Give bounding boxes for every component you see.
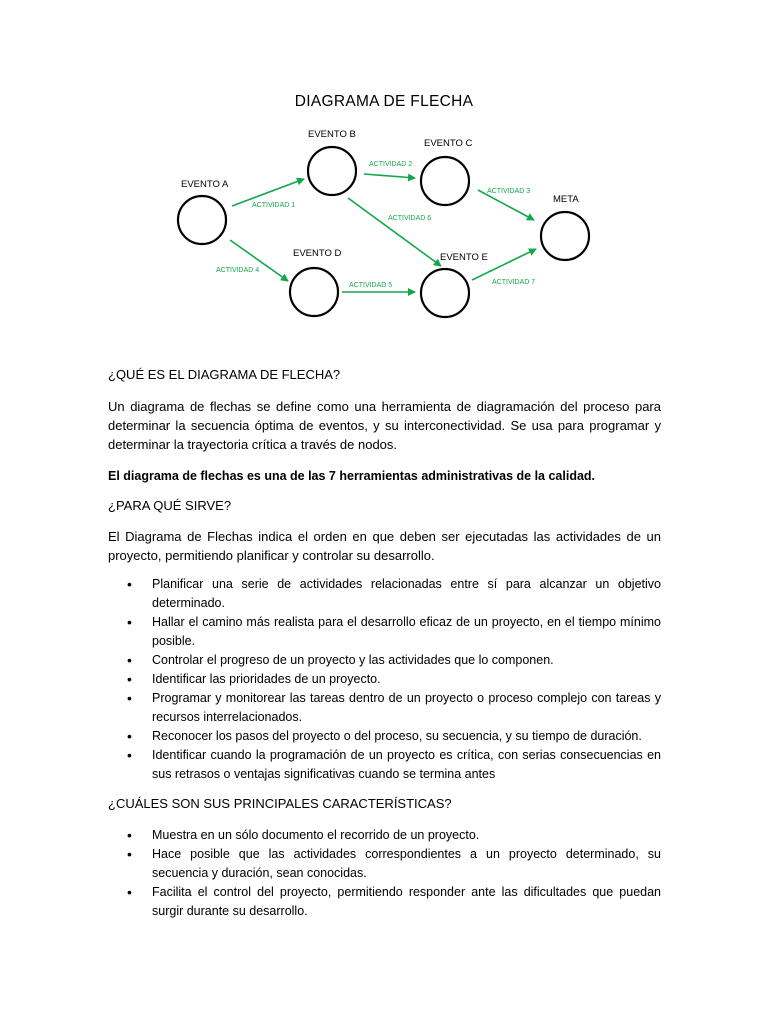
- bold-statement: El diagrama de flechas es una de las 7 herramientas administrativas de la calidad.: [108, 469, 596, 483]
- label-actividad-4: ACTIVIDAD 4: [216, 267, 260, 274]
- list-item: • Identificar las prioridades de un proyecto.: [108, 670, 661, 689]
- section-heading-caracteristicas: ¿CUÁLES SON SUS PRINCIPALES CARACTERÍSTICAS?: [108, 796, 452, 811]
- label-actividad-6: ACTIVIDAD 6: [388, 215, 432, 222]
- list-item: • Planificar una serie de actividades relacionadas entre sí para alcanzar un objetivo determinado.: [108, 575, 661, 613]
- label-meta: META: [553, 194, 579, 205]
- list-item: • Hace posible que las actividades correspondientes a un proyecto determinado, su secuencia y duración, sean conocidas.: [108, 845, 661, 883]
- list-item: • Reconocer los pasos del proyecto o del proceso, su secuencia, y su tiempo de duración.: [108, 727, 661, 746]
- label-evento-c: EVENTO C: [424, 138, 473, 149]
- node-evento-b: [308, 147, 356, 195]
- list-item: • Identificar cuando la programación de un proyecto es crítica, con serias consecuencias en sus retrasos o ventajas significativas cuando se termina antes: [108, 746, 661, 784]
- list-item: • Hallar el camino más realista para el desarrollo eficaz de un proyecto, en el tiempo mínimo posible.: [108, 613, 661, 651]
- paragraph-para-que-sirve: El Diagrama de Flechas indica el orden en que deben ser ejecutadas las actividades de un proyecto, permitiendo planificar y controlar su desarrollo.: [108, 529, 661, 563]
- node-meta: [541, 212, 589, 260]
- arrow-actividad-6: [348, 198, 441, 266]
- node-evento-a: [178, 196, 226, 244]
- list-item: • Muestra en un sólo documento el recorrido de un proyecto.: [108, 826, 661, 845]
- label-actividad-1: ACTIVIDAD 1: [252, 202, 296, 209]
- label-evento-d: EVENTO D: [293, 248, 342, 259]
- label-actividad-7: ACTIVIDAD 7: [492, 279, 536, 286]
- label-actividad-2: ACTIVIDAD 2: [369, 161, 413, 168]
- arrow-actividad-4: [230, 240, 288, 281]
- list-item: • Facilita el control del proyecto, permitiendo responder ante las dificultades que puedan surgir durante su desarrollo.: [108, 883, 661, 921]
- node-evento-e: [421, 269, 469, 317]
- section-heading-que-es: ¿QUÉ ES EL DIAGRAMA DE FLECHA?: [108, 367, 341, 382]
- label-actividad-5: ACTIVIDAD 5: [349, 282, 393, 289]
- list-para-que-sirve: [108, 575, 661, 784]
- node-evento-c: [421, 157, 469, 205]
- list-item: • Controlar el progreso de un proyecto y las actividades que lo componen.: [108, 651, 661, 670]
- label-evento-b: EVENTO B: [308, 129, 356, 140]
- diagram-title: DIAGRAMA DE FLECHA: [294, 93, 474, 110]
- label-actividad-3: ACTIVIDAD 3: [487, 188, 531, 195]
- label-evento-a: EVENTO A: [181, 179, 229, 190]
- arrow-actividad-2: [364, 174, 415, 178]
- label-evento-e: EVENTO E: [440, 252, 488, 263]
- list-caracteristicas: [108, 826, 661, 921]
- arrow-diagram: [0, 120, 768, 340]
- section-heading-para-que-sirve: ¿PARA QUÉ SIRVE?: [108, 498, 232, 513]
- node-evento-d: [290, 268, 338, 316]
- paragraph-definicion: Un diagrama de flechas se define como una herramienta de diagramación del proceso para determinar la secuencia óptima de eventos, y su interconectividad. Se usa para programar y determinar la trayectoria crítica a través de nodos.: [108, 399, 661, 452]
- list-item: • Programar y monitorear las tareas dentro de un proyecto o proceso complejo con tareas y recursos interrelacionados.: [108, 689, 661, 727]
